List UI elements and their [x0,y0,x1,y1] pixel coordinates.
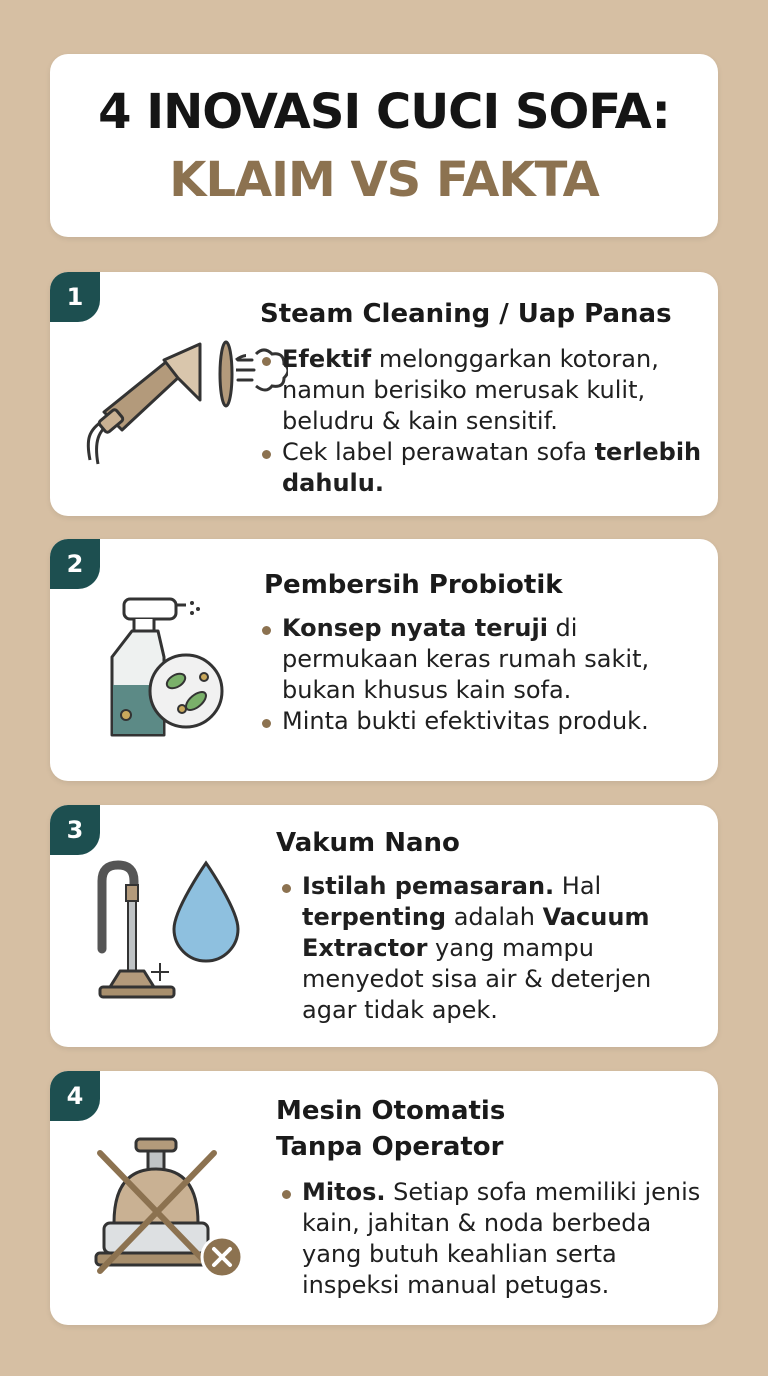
page-subtitle: KLAIM VS FAKTA [169,152,599,208]
list-item: Cek label perawatan sofa terlebih dahulu. [260,437,710,499]
bullet-list [260,344,710,499]
card-title: Mesin Otomatis Tanpa Operator [276,1096,506,1162]
card-title: Vakum Nano [276,828,460,858]
crossed-out-robot-machine-icon [90,1133,250,1297]
card-title: Steam Cleaning / Uap Panas [260,299,672,329]
card-title: Pembersih Probiotik [264,570,563,600]
card-steam-cleaning [50,272,718,516]
bullet-list [280,1177,716,1301]
number-badge: 3 [50,805,100,855]
card-probiotic [50,539,718,781]
vacuum-extractor-water-drop-icon [94,859,244,1013]
list-item: Mitos. Setiap sofa memiliki jenis kain, jahitan & noda berbeda yang butuh keahlian serta inspeksi manual petugas. [280,1177,716,1301]
bullet-list [280,871,710,1026]
list-item: Efektif melonggarkan kotoran, namun berisiko merusak kulit, beludru & kain sensitif. [260,344,710,437]
number-badge: 1 [50,272,100,322]
number-badge: 2 [50,539,100,589]
title-card [50,54,718,237]
card-automatic-machine [50,1071,718,1325]
bullet-list [260,613,710,737]
list-item: Minta bukti efektivitas produk. [260,706,710,737]
page-title: 4 INOVASI CUCI SOFA: [98,84,670,140]
number-badge: 4 [50,1071,100,1121]
probiotic-spray-bottle-icon [104,595,244,749]
steam-nozzle-icon [76,330,246,474]
list-item: Konsep nyata teruji di permukaan keras rumah sakit, bukan khusus kain sofa. [260,613,710,706]
list-item: Istilah pemasaran. Hal terpenting adalah Vacuum Extractor yang mampu menyedot sisa air & deterjen agar tidak apek. [280,871,710,1026]
card-nano-vacuum [50,805,718,1047]
